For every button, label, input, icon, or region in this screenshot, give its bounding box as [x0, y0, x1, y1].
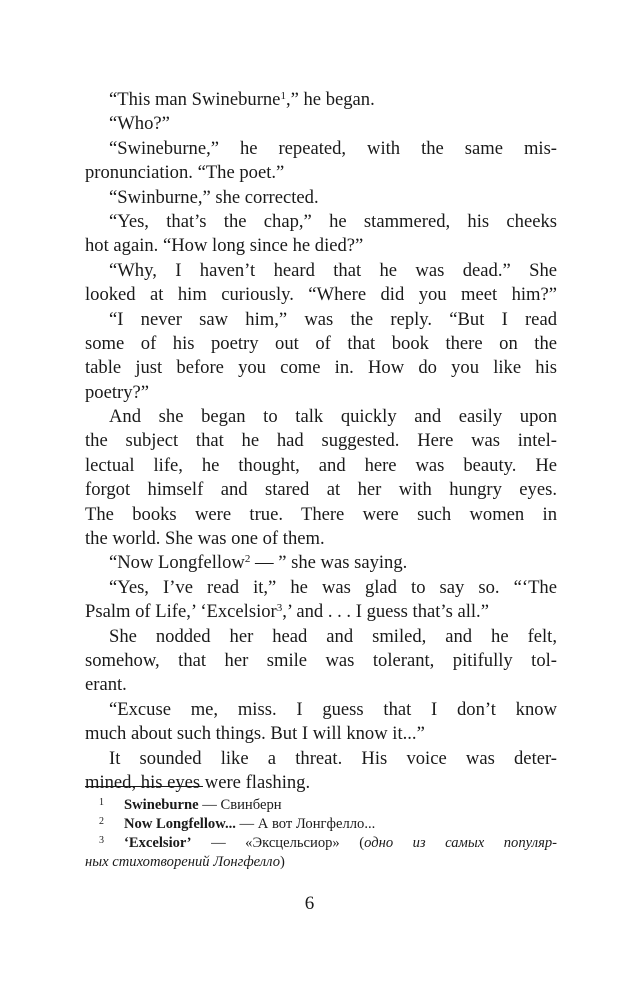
page-number: 6 — [304, 893, 315, 914]
text-line: “Yes, I’ve read it,” he was glad to say so. “‘The — [109, 576, 557, 598]
footnotes — [85, 796, 557, 872]
footnote-3: 3 ‘Excelsior’ — «Эксцельсиор» (одно из самых популяр- — [99, 835, 558, 851]
text-line: some of his poetry out of that book there on the — [85, 332, 557, 354]
text-line: the subject that he had suggested. Here was intel- — [85, 430, 557, 452]
text-line: “This man Swineburne$^1$,” he began. — [109, 89, 375, 110]
text-line: mined, his eyes were flashing. — [85, 771, 311, 793]
text-line: “Why, I haven’t heard that he was dead.” She — [109, 259, 557, 281]
text-line: She nodded her head and smiled, and he felt, — [109, 625, 557, 647]
text-line: “I never saw him,” was the reply. “But I read — [109, 308, 557, 330]
footnote-1: 1 Swineburne — Свинберн — [99, 797, 282, 813]
footnote-3-continued: ных стихотворений Лонгфелло) — [85, 854, 285, 870]
text-line: somehow, that her smile was tolerant, pitifully tol- — [85, 649, 557, 671]
body-text — [85, 88, 557, 795]
footnote-ref-1: 1 — [280, 90, 286, 102]
footnote-2: 2 Now Longfellow... — А вот Лонгфелло... — [99, 816, 376, 832]
text-line: “Now Longfellow$^2$ — ” she was saying. — [109, 552, 408, 574]
text-line: “Swinburne,” she corrected. — [109, 186, 319, 208]
text-line: table just before you come in. How do you like his — [85, 357, 557, 379]
text-line: Psalm of Life,’ ‘Excelsior$^3$,’ and . . . I guess that’s all.” — [85, 601, 489, 623]
text-line: pronunciation. “The poet.” — [85, 162, 285, 184]
text-line: forgot himself and stared at her with hungry eyes. — [85, 479, 557, 501]
text-line: hot again. “How long since he died?” — [85, 235, 364, 257]
text-line: the world. She was one of them. — [85, 528, 325, 550]
footnote-ref-3: 3 — [276, 602, 283, 615]
text-line: It sounded like a threat. His voice was deter- — [109, 747, 557, 769]
text-line: poetry?” — [85, 381, 150, 403]
footnote-divider — [85, 786, 203, 787]
text-line: “Yes, that’s the chap,” he stammered, his cheeks — [109, 210, 557, 232]
text-line: looked at him curiously. “Where did you meet him?” — [85, 284, 557, 306]
text-line: erant. — [85, 674, 127, 696]
text-line: “Excuse me, miss. I guess that I don’t know — [109, 698, 557, 720]
text-line: “Who?” — [109, 113, 170, 135]
text-line: lectual life, he thought, and here was beauty. He — [85, 454, 557, 476]
text-line: And she began to talk quickly and easily upon — [109, 406, 557, 428]
text-line: “Swineburne,” he repeated, with the same mis- — [109, 137, 557, 159]
text-line: The books were true. There were such women in — [85, 503, 557, 525]
text-line: much about such things. But I will know it...” — [85, 723, 425, 745]
footnote-ref-2: 2 — [244, 553, 251, 566]
